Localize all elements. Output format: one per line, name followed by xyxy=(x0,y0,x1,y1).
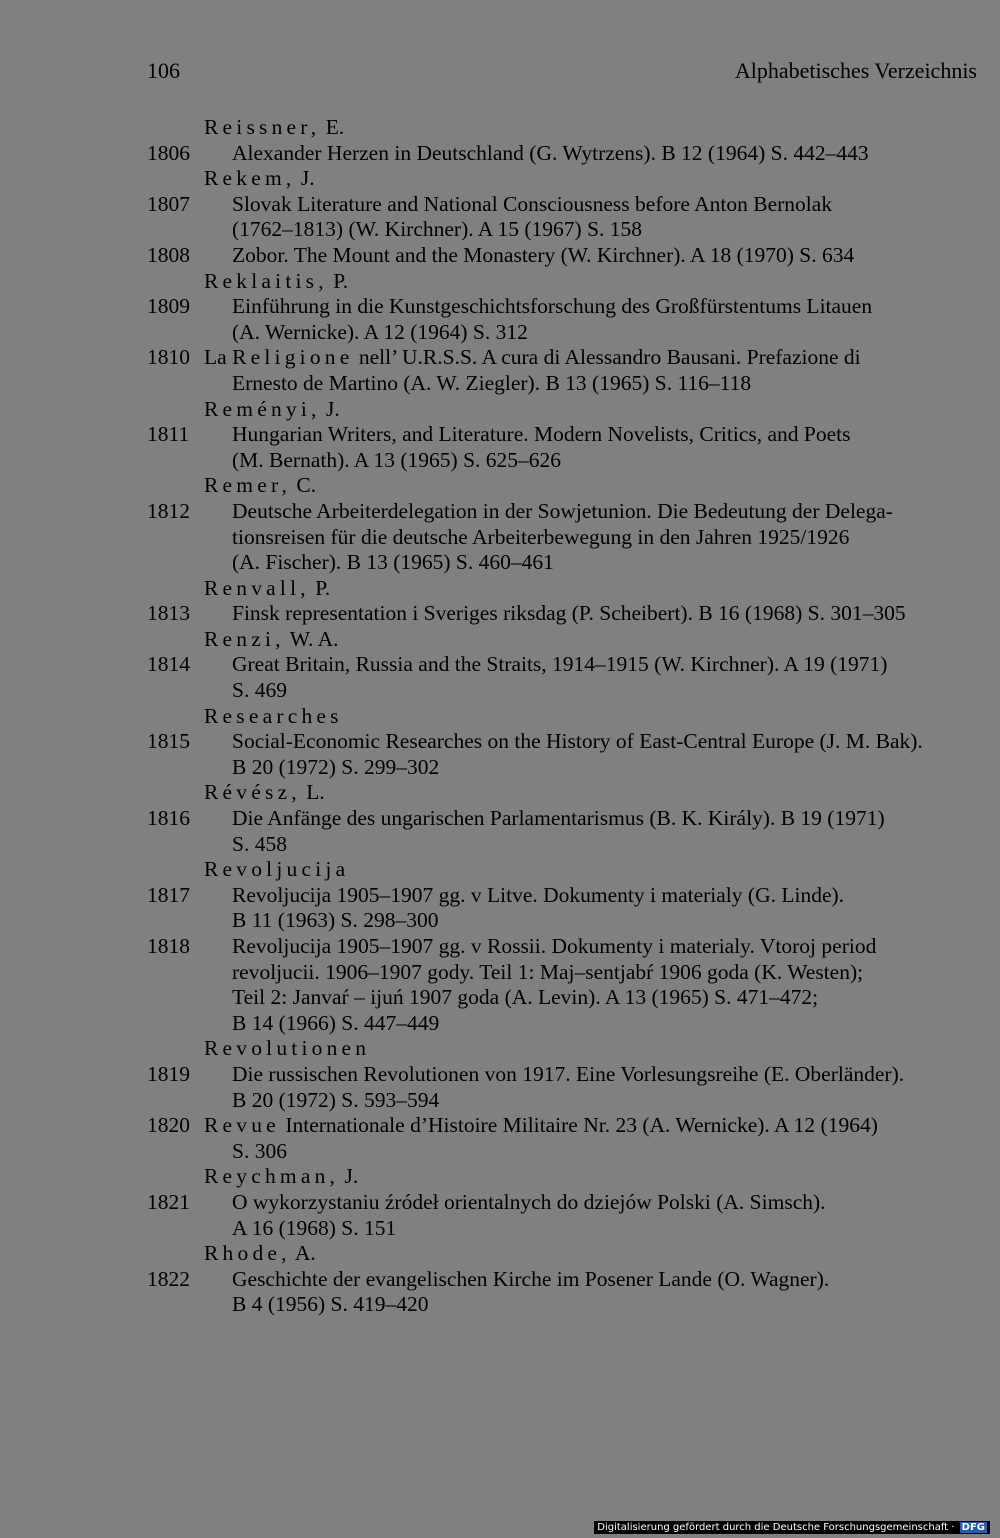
entry-number: 1810 xyxy=(147,345,190,370)
heading-initials: E. xyxy=(320,115,345,139)
entry-keyword: Religione xyxy=(232,345,354,370)
entry-text: (A. Wernicke). A 12 (1964) S. 312 xyxy=(232,319,528,344)
entry-number: 1807 xyxy=(147,191,190,216)
heading-name: Revoljucija xyxy=(204,857,350,882)
entry-continuation xyxy=(0,1011,1000,1037)
entry-text xyxy=(204,345,861,371)
entry-text: Revoljucija 1905–1907 gg. v Litve. Dokumenty i materialy (G. Linde). xyxy=(232,882,845,907)
heading-text xyxy=(204,166,315,192)
entry-line xyxy=(0,1062,1000,1088)
entry-line xyxy=(0,806,1000,832)
entry-text: Social-Economic Researches on the History of East-Central Europe (J. M. Bak). xyxy=(232,729,923,754)
entry-text: Teil 2: Janvaŕ – ijuń 1907 goda (A. Levin). A 13 (1965) S. 471–472; xyxy=(232,985,819,1010)
entry-continuation xyxy=(0,960,1000,986)
entry-number: 1815 xyxy=(147,729,190,754)
entry-text: A 16 (1968) S. 151 xyxy=(232,1215,397,1240)
heading-text xyxy=(204,857,349,883)
heading-initials: W. A. xyxy=(284,626,339,651)
heading-initials: P. xyxy=(327,268,349,293)
entry-line xyxy=(0,422,1000,448)
entry-text: (1762–1813) (W. Kirchner). A 15 (1967) S. 158 xyxy=(232,217,643,242)
heading-name: Rekem, xyxy=(204,166,296,191)
heading-text xyxy=(204,780,325,806)
entry-number: 1816 xyxy=(147,806,190,831)
entry-number: 1814 xyxy=(147,652,190,677)
entry-text: Finsk representation i Sveriges riksdag (P. Scheibert). B 16 (1968) S. 301–305 xyxy=(232,601,906,626)
running-title: Alphabetisches Verzeichnis xyxy=(734,58,977,83)
entry-line xyxy=(0,345,1000,371)
heading-name: Reissner, xyxy=(204,115,321,139)
entry-text: revoljucii. 1906–1907 gody. Teil 1: Maj–sentjabŕ 1906 goda (K. Westen); xyxy=(232,959,864,984)
entry-line xyxy=(0,243,1000,269)
entry-text: Ernesto de Martino (A. W. Ziegler). B 13 (1965) S. 116–118 xyxy=(232,370,752,395)
entry-number: 1817 xyxy=(147,882,190,907)
entry-text: Revoljucija 1905–1907 gg. v Rossii. Dokumenty i materialy. Vtoroj period xyxy=(232,934,877,958)
entry-number: 1808 xyxy=(147,242,190,267)
entry-continuation xyxy=(0,1292,1000,1318)
entry-text: B 20 (1972) S. 593–594 xyxy=(232,1087,440,1112)
heading-name: Researches xyxy=(204,703,343,728)
entry-number: 1818 xyxy=(147,934,190,958)
heading-text xyxy=(204,1036,370,1062)
heading-text xyxy=(204,627,339,653)
entry-text: Slovak Literature and National Consciousness before Anton Bernolak xyxy=(232,191,833,216)
heading-name: Reychman, xyxy=(204,1164,340,1189)
author-heading xyxy=(0,397,1000,423)
entry-number: 1820 xyxy=(147,1113,190,1138)
author-heading xyxy=(0,704,1000,730)
heading-text xyxy=(204,115,344,141)
heading-text xyxy=(204,1241,316,1267)
page-number: 106 xyxy=(147,58,180,83)
heading-initials: C. xyxy=(291,473,317,498)
heading-name: Reményi, xyxy=(204,396,321,421)
credit-text: Digitalisierung gefördert durch die Deutsche Forschungsgemeinschaft · xyxy=(597,1522,955,1533)
heading-name: Renzi, xyxy=(204,626,285,651)
author-heading xyxy=(0,1164,1000,1190)
entry-continuation xyxy=(0,1139,1000,1165)
entry-text: Einführung in die Kunstgeschichtsforschung des Großfürstentums Litauen xyxy=(232,294,873,319)
entry-text: Alexander Herzen in Deutschland (G. Wytrzens). B 12 (1964) S. 442–443 xyxy=(232,140,869,165)
entry-text: (M. Bernath). A 13 (1965) S. 625–626 xyxy=(232,447,562,472)
entry-line xyxy=(0,141,1000,167)
heading-text xyxy=(204,576,330,602)
entry-continuation xyxy=(0,908,1000,934)
author-heading xyxy=(0,780,1000,806)
entry-text: B 20 (1972) S. 299–302 xyxy=(232,754,440,779)
author-heading xyxy=(0,473,1000,499)
entry-lead: La xyxy=(204,345,233,370)
entry-line xyxy=(0,934,1000,960)
entry-text: B 4 (1956) S. 419–420 xyxy=(232,1292,429,1317)
entry-number: 1809 xyxy=(147,294,190,319)
heading-name: Reklaitis, xyxy=(204,268,328,293)
entry-continuation xyxy=(0,755,1000,781)
entry-text: Geschichte der evangelischen Kirche im Posener Lande (O. Wagner). xyxy=(232,1266,830,1291)
entry-continuation xyxy=(0,320,1000,346)
author-heading xyxy=(0,1036,1000,1062)
heading-name: Remer, xyxy=(204,473,292,498)
entry-line xyxy=(0,1113,1000,1139)
heading-initials: A. xyxy=(290,1241,316,1266)
entry-continuation xyxy=(0,217,1000,243)
entry-text: Zobor. The Mount and the Monastery (W. Kirchner). A 18 (1970) S. 634 xyxy=(232,242,855,267)
entry-continuation xyxy=(0,985,1000,1011)
author-heading xyxy=(0,857,1000,883)
entry-continuation xyxy=(0,550,1000,576)
entry-number: 1811 xyxy=(147,422,190,447)
entry-rest: nell’ U.R.S.S. A cura di Alessandro Bausani. Prefazione di xyxy=(353,345,861,370)
heading-name: Rhode, xyxy=(204,1241,291,1266)
entry-number: 1819 xyxy=(147,1061,190,1086)
entry-keyword: Revue xyxy=(204,1113,280,1138)
entry-text: B 11 (1963) S. 298–300 xyxy=(232,908,439,933)
entry-number: 1821 xyxy=(147,1189,190,1214)
entry-text: B 14 (1966) S. 447–449 xyxy=(232,1010,440,1035)
heading-initials: J. xyxy=(339,1164,359,1189)
entry-text: S. 458 xyxy=(232,831,287,856)
entry-text: Great Britain, Russia and the Straits, 1914–1915 (W. Kirchner). A 19 (1971) xyxy=(232,652,888,677)
entry-text: Die Anfänge des ungarischen Parlamentarismus (B. K. Király). B 19 (1971) xyxy=(232,806,885,831)
entry-text: Deutsche Arbeiterdelegation in der Sowjetunion. Die Bedeutung der Delega- xyxy=(232,498,893,523)
entry-text: Hungarian Writers, and Literature. Modern Novelists, Critics, and Poets xyxy=(232,422,851,447)
author-heading xyxy=(0,627,1000,653)
entry-line xyxy=(0,601,1000,627)
entry-line xyxy=(0,883,1000,909)
entry-continuation xyxy=(0,678,1000,704)
entry-text: S. 469 xyxy=(232,678,287,703)
heading-initials: L. xyxy=(300,780,325,805)
entry-number: 1812 xyxy=(147,498,190,523)
entry-continuation xyxy=(0,1088,1000,1114)
heading-name: Revolutionen xyxy=(204,1036,371,1061)
dfg-logo: DFG xyxy=(961,1522,985,1533)
entry-line xyxy=(0,192,1000,218)
entry-continuation xyxy=(0,448,1000,474)
entry-line xyxy=(0,294,1000,320)
heading-initials: J. xyxy=(295,166,315,191)
heading-initials: J. xyxy=(320,396,340,421)
entry-text xyxy=(204,1113,878,1139)
page-header xyxy=(147,58,977,92)
entry-line xyxy=(0,1190,1000,1216)
entry-number: 1813 xyxy=(147,601,190,626)
entry-line xyxy=(0,1267,1000,1293)
entry-line xyxy=(0,729,1000,755)
entry-rest: Internationale d’Histoire Militaire Nr. 23 (A. Wernicke). A 12 (1964) xyxy=(279,1113,878,1138)
author-heading xyxy=(0,1241,1000,1267)
heading-text xyxy=(204,473,316,499)
entry-continuation xyxy=(0,525,1000,551)
author-heading xyxy=(0,576,1000,602)
heading-text xyxy=(204,704,343,730)
heading-text xyxy=(204,1164,358,1190)
author-heading xyxy=(0,269,1000,295)
author-heading xyxy=(0,166,1000,192)
heading-initials: P. xyxy=(309,575,331,600)
entry-line xyxy=(0,499,1000,525)
entry-continuation xyxy=(0,1216,1000,1242)
entry-text: (A. Fischer). B 13 (1965) S. 460–461 xyxy=(232,550,554,575)
entry-text: S. 306 xyxy=(232,1138,287,1163)
entry-number: 1822 xyxy=(147,1266,190,1291)
entry-continuation xyxy=(0,832,1000,858)
author-heading xyxy=(0,115,1000,141)
bibliography-list xyxy=(0,115,1000,1318)
heading-name: Renvall, xyxy=(204,575,310,600)
entry-continuation xyxy=(0,371,1000,397)
heading-text xyxy=(204,397,340,423)
entry-text: tionsreisen für die deutsche Arbeiterbewegung in den Jahren 1925/1926 xyxy=(232,524,850,549)
entry-text: O wykorzystaniu źródeł orientalnych do dziejów Polski (A. Simsch). xyxy=(232,1189,826,1214)
entry-number: 1806 xyxy=(147,140,190,165)
digitization-credit xyxy=(594,1521,990,1534)
entry-text: Die russischen Revolutionen von 1917. Eine Vorlesungsreihe (E. Oberländer). xyxy=(232,1061,905,1086)
heading-name: Révész, xyxy=(204,780,301,805)
heading-text xyxy=(204,269,348,295)
entry-line xyxy=(0,652,1000,678)
